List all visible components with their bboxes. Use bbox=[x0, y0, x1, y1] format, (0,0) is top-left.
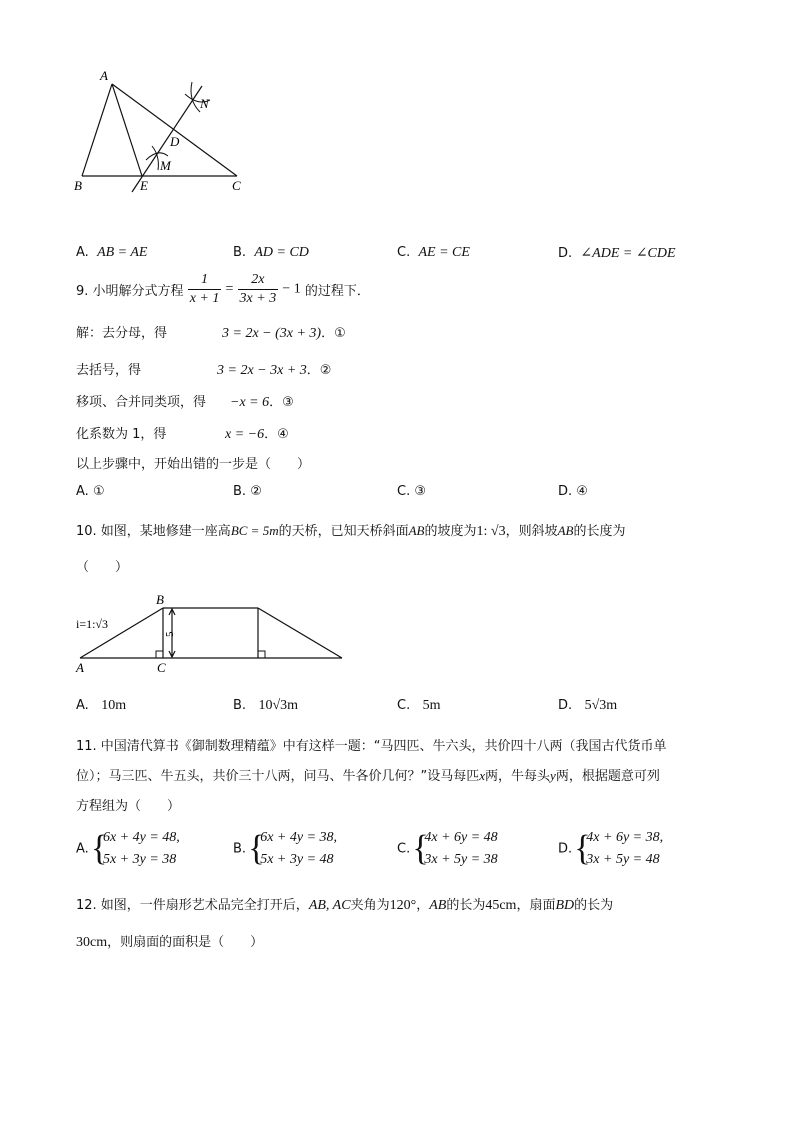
q9-step-1-math bbox=[222, 322, 346, 342]
step-math: x = −6 bbox=[225, 427, 265, 442]
right-angle-mark-c bbox=[156, 651, 163, 658]
step-mark: ．① bbox=[321, 326, 346, 341]
q9-stem-suffix: 的过程下． bbox=[304, 284, 370, 299]
equation-system bbox=[414, 827, 497, 871]
q10-stem-2: 的天桥，已知天桥斜面 bbox=[278, 524, 409, 539]
q12-line-2 bbox=[76, 931, 263, 951]
option-letter: A. bbox=[76, 484, 89, 499]
option-letter: C. bbox=[397, 698, 411, 713]
q9-step-3-math bbox=[230, 391, 294, 411]
q10-stem-5: 的长度为 bbox=[573, 524, 626, 539]
option-letter: B. bbox=[233, 484, 247, 499]
q12-text-b: 夹角为 bbox=[350, 898, 390, 913]
q9-step-1 bbox=[76, 322, 167, 341]
q10-option-c[interactable] bbox=[397, 698, 441, 714]
step-text: 去括号，得 bbox=[76, 363, 142, 378]
q10-stem-1: 10. 如图，某地修建一座高 bbox=[76, 524, 231, 539]
step-mark: ．③ bbox=[269, 395, 294, 410]
q10-ab-2: AB bbox=[557, 523, 574, 538]
q10-figure bbox=[70, 590, 360, 680]
q12-text-d: 的长为 bbox=[446, 898, 486, 913]
equation-system bbox=[90, 827, 180, 871]
step-text: 化系数为 1，得 bbox=[76, 427, 167, 442]
option-text: 5√3m bbox=[584, 698, 618, 713]
q9-fraction-1 bbox=[188, 271, 222, 308]
step-mark: ．④ bbox=[264, 427, 289, 442]
q11-var-y: y bbox=[550, 768, 556, 783]
fraction-numerator: 2x bbox=[238, 271, 279, 290]
q11-line-2 bbox=[76, 765, 660, 784]
q10-stem-4: ，则斜坡 bbox=[505, 524, 558, 539]
equation-2: 5x + 3y = 38 bbox=[102, 852, 177, 867]
option-letter: B. bbox=[233, 841, 247, 857]
fraction-denominator: x + 1 bbox=[189, 291, 220, 306]
q9-question: 以上步骤中，开始出错的一步是（ ） bbox=[76, 457, 311, 472]
option-text: ① bbox=[92, 484, 105, 499]
step-math: 3 = 2x − (3x + 3) bbox=[222, 326, 322, 341]
q10-slope: 1: √3 bbox=[476, 524, 506, 539]
q12-text-c: ， bbox=[416, 898, 430, 913]
q10-bc: BC = 5m bbox=[230, 523, 279, 538]
q12-text-g: ，则扇面的面积是（ ） bbox=[107, 935, 264, 950]
option-letter: D. bbox=[558, 841, 573, 857]
label-b: B bbox=[156, 592, 164, 607]
label-e: E bbox=[140, 178, 148, 193]
label-a: A bbox=[76, 660, 84, 675]
step-math: 3 = 2x − 3x + 3 bbox=[217, 363, 307, 378]
q11-line-2-a: 位）；马三匹、牛五头，共价三十八两，问马、牛各价几何？”设马每匹 bbox=[76, 769, 480, 784]
option-letter: D. bbox=[558, 484, 573, 499]
q8-option-c[interactable] bbox=[397, 245, 470, 261]
height-label: 5 bbox=[164, 631, 176, 637]
q10-stem bbox=[76, 520, 626, 540]
q12-ab: AB bbox=[429, 898, 447, 913]
step-math: −x = 6 bbox=[230, 395, 270, 410]
q12-line-1 bbox=[76, 894, 613, 914]
q11-option-b[interactable] bbox=[233, 827, 337, 871]
q8-option-b[interactable] bbox=[233, 245, 309, 261]
q12-abac: AB, AC bbox=[308, 898, 351, 913]
q10-paren: （ ） bbox=[76, 560, 129, 575]
q10-option-b[interactable] bbox=[233, 698, 298, 714]
brace-icon: { bbox=[574, 829, 591, 868]
option-text: ② bbox=[250, 484, 262, 499]
label-n: N bbox=[200, 96, 209, 111]
q9-step-4-math bbox=[225, 423, 289, 443]
slope-label: i=1:√3 bbox=[76, 617, 109, 631]
minus-one: − 1 bbox=[282, 281, 301, 297]
step-mark: ．② bbox=[306, 363, 332, 378]
option-letter: B. bbox=[233, 698, 247, 713]
q8-option-a[interactable] bbox=[76, 245, 147, 261]
equation-system bbox=[250, 827, 337, 871]
equation-1: 4x + 6y = 48 bbox=[424, 830, 498, 845]
equation-1: 4x + 6y = 38, bbox=[586, 830, 664, 845]
segment-ae bbox=[112, 84, 142, 176]
q12-length-1: 45cm bbox=[485, 898, 517, 913]
q9-step-3 bbox=[76, 391, 206, 410]
q9-fraction-2 bbox=[238, 271, 279, 308]
equation-system bbox=[576, 827, 663, 871]
label-b: B bbox=[74, 178, 82, 193]
q11-line-1: 11. 中国清代算书《御制数理精蕴》中有这样一题：“马四匹、牛六头，共价四十八两（我国古代货币单 bbox=[76, 739, 667, 754]
option-text: 10√3m bbox=[258, 698, 299, 713]
q11-option-a[interactable] bbox=[76, 827, 180, 871]
equation-2: 3x + 5y = 38 bbox=[424, 852, 498, 867]
option-text: AD = CD bbox=[254, 245, 309, 260]
option-letter: A. bbox=[76, 698, 89, 713]
equation-1: 6x + 4y = 38, bbox=[260, 830, 338, 845]
option-letter: A. bbox=[76, 245, 89, 260]
option-letter: B. bbox=[233, 245, 247, 260]
brace-icon: { bbox=[412, 829, 429, 868]
q11-line-3: 方程组为（ ） bbox=[76, 799, 181, 814]
q11-var-x: x bbox=[479, 768, 486, 783]
right-angle-mark-right bbox=[258, 651, 265, 658]
q9-step-2-math bbox=[217, 359, 331, 379]
q12-text-e: ，扇面 bbox=[516, 898, 556, 913]
option-letter: D. bbox=[558, 698, 573, 713]
q11-line-2-b: 两，牛每头 bbox=[485, 769, 551, 784]
slope-ab bbox=[80, 608, 163, 658]
step-text: 移项、合并同类项，得 bbox=[76, 395, 207, 410]
q9-stem-prefix: 9. 小明解分式方程 bbox=[76, 284, 184, 299]
option-letter: C. bbox=[397, 841, 411, 857]
q11-option-d[interactable] bbox=[558, 827, 663, 871]
equation-2: 5x + 3y = 48 bbox=[260, 852, 334, 867]
brace-icon: { bbox=[90, 829, 108, 868]
option-text: 5m bbox=[422, 698, 441, 713]
q9-option-d[interactable] bbox=[558, 484, 588, 499]
segment-ab bbox=[82, 84, 112, 176]
fraction-denominator: 3x + 3 bbox=[239, 291, 277, 306]
q10-option-a[interactable] bbox=[76, 698, 126, 714]
q9-option-c[interactable] bbox=[397, 484, 426, 499]
equation-2: 3x + 5y = 48 bbox=[586, 852, 660, 867]
arc-m-2 bbox=[152, 146, 158, 170]
option-text: 10m bbox=[101, 698, 127, 713]
option-text: AB = AE bbox=[97, 245, 148, 260]
option-letter: C. bbox=[397, 245, 411, 260]
option-letter: D. bbox=[558, 246, 573, 261]
step-text: 解：去分母，得 bbox=[76, 326, 168, 341]
q11-option-c[interactable] bbox=[397, 827, 498, 871]
brace-icon: { bbox=[248, 829, 265, 868]
fraction-numerator: 1 bbox=[188, 271, 222, 290]
q9-stem bbox=[76, 271, 370, 308]
q9-step-4 bbox=[76, 423, 166, 442]
label-a: A bbox=[100, 68, 108, 83]
option-letter: C. bbox=[397, 484, 411, 499]
q9-step-2 bbox=[76, 359, 141, 378]
q9-option-b[interactable] bbox=[233, 484, 262, 499]
q11-line-2-c: 两，根据题意可列 bbox=[555, 769, 660, 784]
q8-option-d[interactable] bbox=[558, 245, 676, 262]
label-m: M bbox=[160, 158, 171, 173]
label-c: C bbox=[232, 178, 241, 193]
option-text: ④ bbox=[576, 484, 588, 499]
arc-n-2 bbox=[191, 82, 200, 112]
q10-stem-3: 的坡度为 bbox=[424, 524, 477, 539]
q12-bd: BD bbox=[555, 898, 575, 913]
slope-right bbox=[258, 608, 342, 658]
q12-length-2: 30cm bbox=[76, 935, 108, 950]
label-c: C bbox=[157, 660, 166, 675]
label-d: D bbox=[170, 134, 180, 149]
q12-text-f: 的长为 bbox=[574, 898, 614, 913]
q10-ab: AB bbox=[408, 523, 425, 538]
segment-ac bbox=[112, 84, 237, 176]
equals-sign: = bbox=[225, 281, 234, 297]
option-text: ∠ADE = ∠CDE bbox=[580, 246, 676, 261]
q8-figure bbox=[60, 60, 280, 210]
option-text: AE = CE bbox=[418, 245, 470, 260]
q12-angle: 120° bbox=[389, 898, 417, 913]
q12-text-a: 12. 如图，一件扇形艺术品完全打开后， bbox=[76, 898, 309, 913]
option-text: ③ bbox=[414, 484, 427, 499]
q9-option-a[interactable] bbox=[76, 484, 105, 499]
equation-1: 6x + 4y = 48, bbox=[102, 830, 180, 845]
option-letter: A. bbox=[76, 841, 89, 857]
q10-option-d[interactable] bbox=[558, 698, 617, 714]
